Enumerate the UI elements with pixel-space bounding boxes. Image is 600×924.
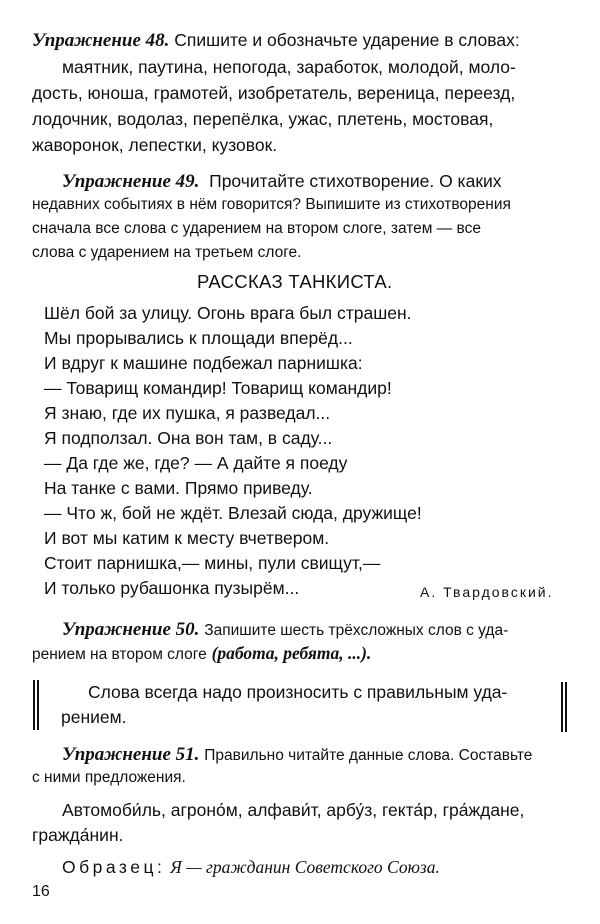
poem-line-12: И только рубашонка пузырём... — [44, 578, 300, 598]
exercise-48-line-3: лодочник, водолаз, перепёлка, ужас, плетень, мостовая, — [32, 109, 494, 129]
rule-line-2: рением. — [61, 707, 127, 727]
exercise-49-heading — [62, 169, 502, 194]
poem-line-2: Мы прорывались к площади вперёд... — [44, 328, 353, 348]
exercise-49-line-4: слова с ударением на третьем слоге. — [32, 244, 302, 261]
poem-line-10: И вот мы катим к месту вчетвером. — [44, 528, 330, 548]
exercise-50-examples: (работа, ребята, ...). — [211, 643, 372, 663]
exercise-49-instruction: Прочитайте стихотворение. О каких — [209, 171, 502, 191]
exercise-50-instruction: Запишите шесть трёхсложных слов с уда- — [204, 622, 509, 639]
poem-line-7: — Да где же, где? — А дайте я поеду — [44, 453, 348, 473]
exercise-51-line-2: с ними предложения. — [32, 769, 186, 786]
exercise-51-words-line-1: Автомоби́ль, агроно́м, алфави́т, арбу́з, гекта́р, гра́ждане, — [62, 800, 525, 820]
page-number: 16 — [32, 883, 50, 900]
exercise-48-line-4: жаворонок, лепестки, кузовок. — [32, 135, 278, 155]
rule-right-bar-outer — [565, 682, 567, 732]
exercise-51-words-line-2: гражда́нин. — [32, 825, 124, 845]
exercise-51-heading — [62, 742, 532, 768]
exercise-49-line-3: сначала все слова с ударением на втором слоге, затем — все — [32, 220, 481, 237]
exercise-48-line-1: маятник, паутина, непогода, заработок, молодой, моло- — [62, 57, 516, 77]
sample-label: Образец: — [62, 857, 166, 877]
exercise-49-line-2: недавних событиях в нём говорится? Выпишите из стихотворения — [32, 196, 511, 213]
poem-line-5: Я знаю, где их пушка, я разведал... — [44, 403, 331, 423]
exercise-48-label: Упражнение 48. — [32, 30, 170, 51]
poem-line-3: И вдруг к машине подбежал парнишка: — [44, 353, 363, 373]
poem-line-8: На танке с вами. Прямо приведу. — [44, 478, 313, 498]
poem-line-1: Шёл бой за улицу. Огонь врага был страшен. — [44, 303, 412, 323]
exercise-50-text: рением на втором слоге — [32, 646, 207, 663]
exercise-51-instruction: Правильно читайте данные слова. Составьте — [204, 747, 533, 764]
exercise-49-label: Упражнение 49. — [62, 171, 200, 192]
exercise-51-label: Упражнение 51. — [62, 744, 200, 765]
exercise-48-line-2: дость, юноша, грамотей, изобретатель, вереница, переезд, — [32, 83, 516, 103]
rule-left-bar-inner — [37, 680, 39, 730]
exercise-50-label: Упражнение 50. — [62, 619, 200, 640]
exercise-50-heading — [62, 617, 508, 643]
poem-line-6: Я подползал. Она вон там, в саду... — [44, 428, 333, 448]
exercise-50-line-2 — [32, 641, 371, 667]
sample-text: Я — гражданин Советского Союза. — [170, 857, 440, 877]
poem-line-11: Стоит парнишка,— мины, пули свищут,— — [44, 553, 381, 573]
rule-line-1: Слова всегда надо произносить с правильным уда- — [88, 682, 508, 702]
exercise-48-instruction: Спишите и обозначьте ударение в словах: — [174, 30, 520, 50]
poem-line-9: — Что ж, бой не ждёт. Влезай сюда, дружище! — [44, 503, 422, 523]
poem-author: А. Твардовский. — [420, 584, 554, 600]
rule-right-bar-inner — [561, 682, 563, 732]
exercise-48-heading — [32, 28, 566, 53]
rule-left-bar-outer — [33, 680, 35, 730]
poem-title: РАССКАЗ ТАНКИСТА. — [197, 271, 393, 292]
poem-line-4: — Товарищ командир! Товарищ командир! — [44, 378, 392, 398]
exercise-51-sample — [62, 855, 440, 879]
